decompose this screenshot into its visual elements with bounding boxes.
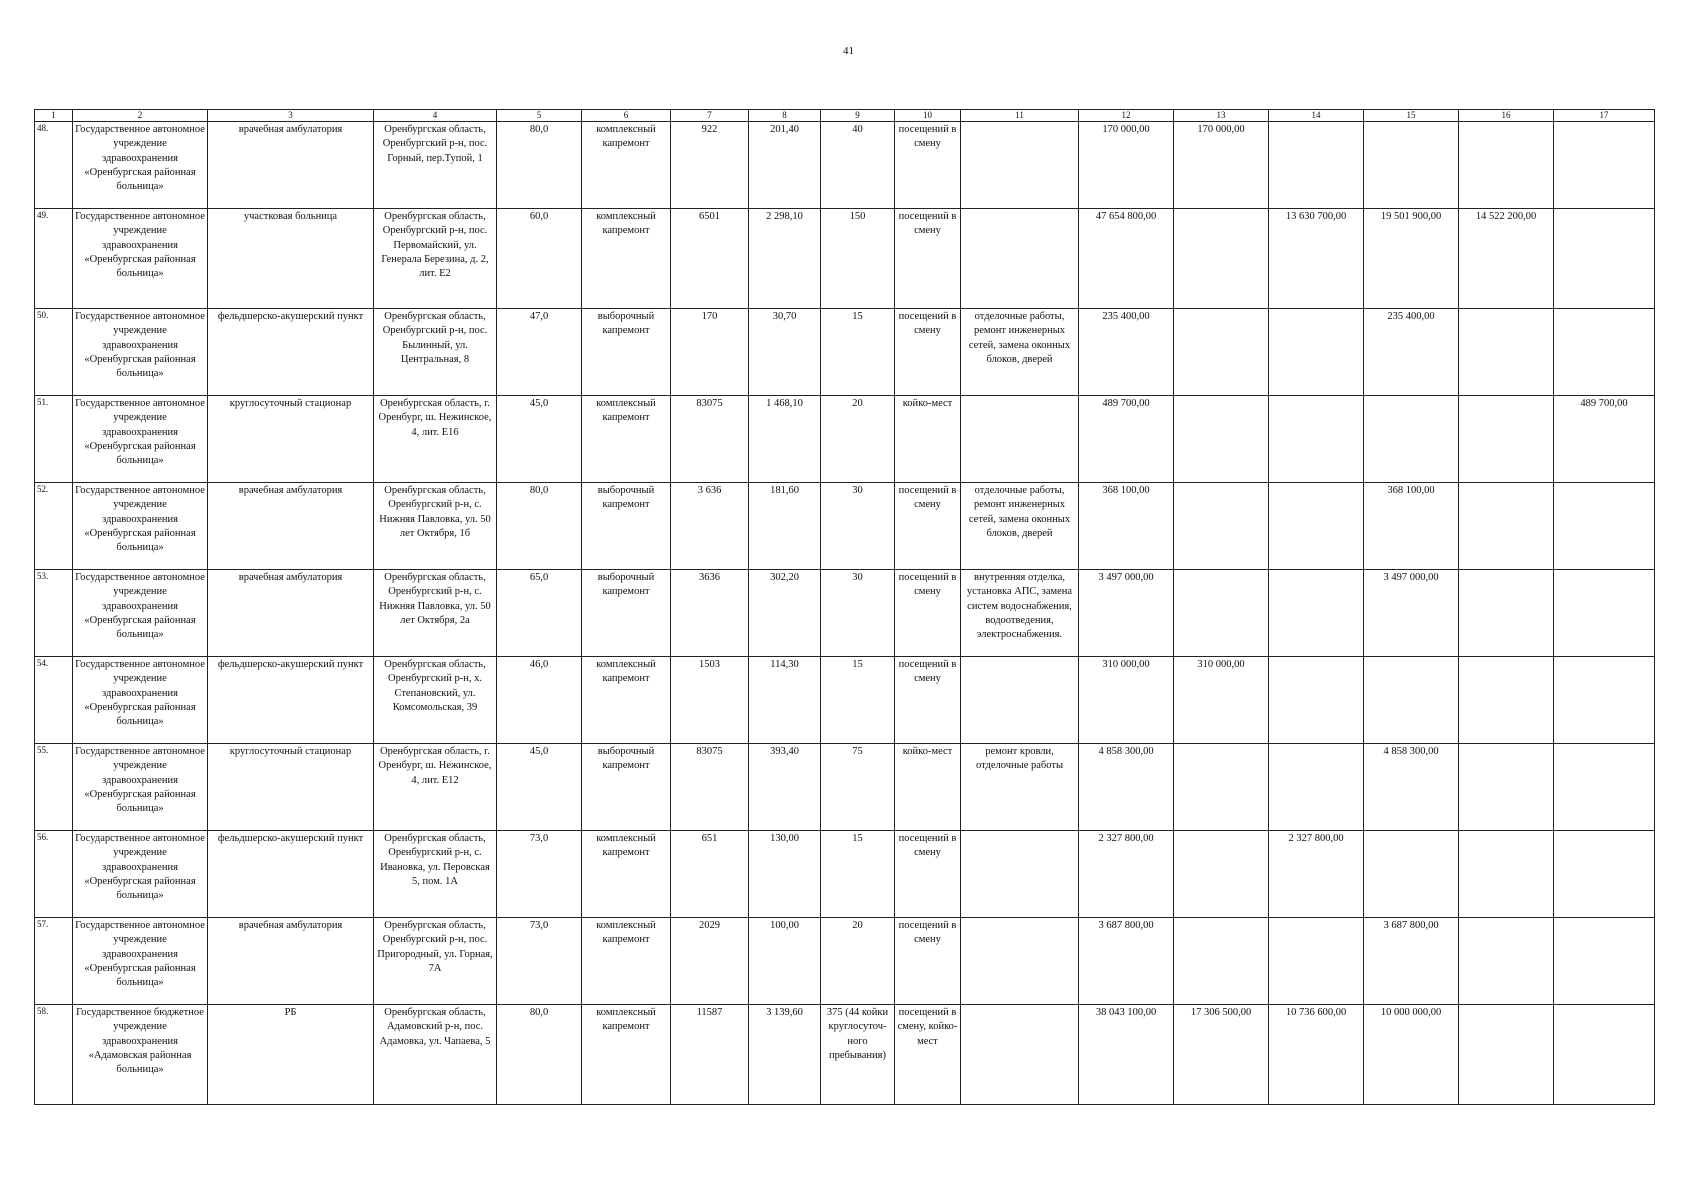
table-cell	[1174, 483, 1269, 570]
table-cell: комплексный капремонт	[582, 122, 671, 209]
table-cell: комплексный капремонт	[582, 918, 671, 1005]
table-cell	[1174, 918, 1269, 1005]
table-cell: РБ	[208, 1005, 374, 1105]
table-cell	[1269, 744, 1364, 831]
table-cell: 19 501 900,00	[1364, 209, 1459, 309]
row-number: 55.	[35, 744, 73, 831]
table-cell	[1554, 570, 1655, 657]
table-cell: посещений в смену	[895, 483, 961, 570]
table-cell: отделочные работы, ремонт инженерных сетей, замена оконных блоков, дверей	[961, 483, 1079, 570]
column-number: 12	[1079, 110, 1174, 122]
table-cell	[961, 657, 1079, 744]
table-cell: 20	[821, 918, 895, 1005]
table-cell: 15	[821, 657, 895, 744]
column-number: 4	[374, 110, 497, 122]
table-cell: выборочный капремонт	[582, 570, 671, 657]
table-cell: Оренбургская область, г. Оренбург, ш. Нежинское, 4, лит. Е16	[374, 396, 497, 483]
table-cell: 489 700,00	[1554, 396, 1655, 483]
table-row	[35, 570, 1655, 657]
table-cell: 302,20	[749, 570, 821, 657]
table-cell: Государственное автономное учреждение здравоохранения «Оренбургская районная больница»	[73, 122, 208, 209]
table-cell: 170 000,00	[1174, 122, 1269, 209]
table-cell: Оренбургская область, Оренбургский р-н, пос. Былинный, ул. Центральная, 8	[374, 309, 497, 396]
row-number: 53.	[35, 570, 73, 657]
table-cell: 10 736 600,00	[1269, 1005, 1364, 1105]
table-cell: 30	[821, 483, 895, 570]
table-cell: Государственное автономное учреждение здравоохранения «Оренбургская районная больница»	[73, 396, 208, 483]
table-cell: посещений в смену	[895, 209, 961, 309]
table-cell	[1459, 570, 1554, 657]
table-cell: Государственное автономное учреждение здравоохранения «Оренбургская районная больница»	[73, 570, 208, 657]
table-cell	[1364, 396, 1459, 483]
table-cell: 4 858 300,00	[1364, 744, 1459, 831]
column-number: 15	[1364, 110, 1459, 122]
table-row	[35, 483, 1655, 570]
table-cell: посещений в смену	[895, 657, 961, 744]
table-cell: Оренбургская область, Оренбургский р-н, с. Нижняя Павловка, ул. 50 лет Октября, 1б	[374, 483, 497, 570]
table-cell: выборочный капремонт	[582, 309, 671, 396]
table-cell: 47,0	[497, 309, 582, 396]
table-cell: 45,0	[497, 396, 582, 483]
table-cell: посещений в смену	[895, 122, 961, 209]
row-number: 48.	[35, 122, 73, 209]
table-cell	[1364, 831, 1459, 918]
table-cell	[1174, 744, 1269, 831]
table-cell: 651	[671, 831, 749, 918]
table-cell: Оренбургская область, Оренбургский р-н, пос. Первомайский, ул. Генерала Березина, д. 2, лит. Е2	[374, 209, 497, 309]
table-cell: 1503	[671, 657, 749, 744]
table-cell: койко-мест	[895, 744, 961, 831]
table-cell	[1459, 396, 1554, 483]
table-cell: 73,0	[497, 831, 582, 918]
table-cell: 235 400,00	[1364, 309, 1459, 396]
table-cell: Государственное автономное учреждение здравоохранения «Оренбургская районная больница»	[73, 744, 208, 831]
table-cell: Государственное автономное учреждение здравоохранения «Оренбургская районная больница»	[73, 918, 208, 1005]
table-cell	[1554, 209, 1655, 309]
table-cell	[961, 1005, 1079, 1105]
table-cell: 83075	[671, 396, 749, 483]
table-cell: 40	[821, 122, 895, 209]
table-row	[35, 209, 1655, 309]
table-cell	[1554, 122, 1655, 209]
table-cell	[1269, 122, 1364, 209]
table-cell: 2029	[671, 918, 749, 1005]
table-cell: 922	[671, 122, 749, 209]
table-cell: посещений в смену	[895, 309, 961, 396]
table-cell: 181,60	[749, 483, 821, 570]
table-cell	[1174, 570, 1269, 657]
table-cell: 2 327 800,00	[1079, 831, 1174, 918]
table-row	[35, 396, 1655, 483]
table-cell: 30	[821, 570, 895, 657]
table-cell	[1174, 831, 1269, 918]
table-cell: Оренбургская область, Оренбургский р-н, пос. Пригородный, ул. Горная, 7А	[374, 918, 497, 1005]
column-number: 16	[1459, 110, 1554, 122]
table-cell: Оренбургская область, Оренбургский р-н, с. Нижняя Павловка, ул. 50 лет Октября, 2а	[374, 570, 497, 657]
table-cell: 3 139,60	[749, 1005, 821, 1105]
table-cell	[1554, 483, 1655, 570]
table-cell	[1459, 831, 1554, 918]
table-cell: Оренбургская область, Оренбургский р-н, пос. Горный, пер.Тупой, 1	[374, 122, 497, 209]
table-cell: 310 000,00	[1174, 657, 1269, 744]
table-row	[35, 918, 1655, 1005]
table-cell: 201,40	[749, 122, 821, 209]
table-cell: выборочный капремонт	[582, 483, 671, 570]
table-cell: 15	[821, 831, 895, 918]
table-cell	[1364, 122, 1459, 209]
table-cell: 100,00	[749, 918, 821, 1005]
table-cell	[1459, 122, 1554, 209]
table-cell: 3 687 800,00	[1079, 918, 1174, 1005]
table-cell: 150	[821, 209, 895, 309]
table-cell	[1269, 657, 1364, 744]
table-cell: фельдшерско-акушерский пункт	[208, 831, 374, 918]
row-number: 52.	[35, 483, 73, 570]
column-number: 17	[1554, 110, 1655, 122]
column-number: 13	[1174, 110, 1269, 122]
table-cell: 235 400,00	[1079, 309, 1174, 396]
table-cell: 10 000 000,00	[1364, 1005, 1459, 1105]
column-number: 10	[895, 110, 961, 122]
row-number: 50.	[35, 309, 73, 396]
table-cell: врачебная амбулатория	[208, 122, 374, 209]
table-cell	[1459, 309, 1554, 396]
table-cell: фельдшерско-акушерский пункт	[208, 657, 374, 744]
table-cell: 46,0	[497, 657, 582, 744]
row-number: 54.	[35, 657, 73, 744]
table-cell: 15	[821, 309, 895, 396]
table-cell	[1554, 744, 1655, 831]
table-cell: койко-мест	[895, 396, 961, 483]
table-cell: Оренбургская область, Адамовский р-н, пос. Адамовка, ул. Чапаева, 5	[374, 1005, 497, 1105]
table-cell	[1174, 396, 1269, 483]
table-row	[35, 657, 1655, 744]
table-cell: 80,0	[497, 1005, 582, 1105]
table-cell: комплексный капремонт	[582, 1005, 671, 1105]
table-cell	[961, 831, 1079, 918]
column-number: 1	[35, 110, 73, 122]
row-number: 57.	[35, 918, 73, 1005]
table-cell	[1174, 309, 1269, 396]
table-cell: 3 687 800,00	[1364, 918, 1459, 1005]
table-cell: Государственное автономное учреждение здравоохранения «Оренбургская районная больница»	[73, 657, 208, 744]
table-cell	[961, 396, 1079, 483]
table-cell: посещений в смену	[895, 570, 961, 657]
table-cell: Оренбургская область, Оренбургский р-н, с. Ивановка, ул. Перовская 5, пом. 1А	[374, 831, 497, 918]
table-cell: посещений в смену	[895, 918, 961, 1005]
table-cell: 114,30	[749, 657, 821, 744]
row-number: 56.	[35, 831, 73, 918]
table-cell	[961, 122, 1079, 209]
table-cell: посещений в смену	[895, 831, 961, 918]
table-cell: комплексный капремонт	[582, 657, 671, 744]
table-cell: 75	[821, 744, 895, 831]
table-cell: выборочный капремонт	[582, 744, 671, 831]
table-cell: Государственное автономное учреждение здравоохранения «Оренбургская районная больница»	[73, 483, 208, 570]
column-number-row	[35, 110, 1655, 122]
table-cell: Оренбургская область, Оренбургский р-н, х. Степановский, ул. Комсомольская, 39	[374, 657, 497, 744]
table-cell: 11587	[671, 1005, 749, 1105]
table-cell: 20	[821, 396, 895, 483]
table-cell	[1554, 918, 1655, 1005]
page-number: 41	[843, 45, 854, 57]
table-cell	[1459, 744, 1554, 831]
table-cell	[1459, 918, 1554, 1005]
table-cell: участковая больница	[208, 209, 374, 309]
table-cell: 14 522 200,00	[1459, 209, 1554, 309]
table-cell: 2 327 800,00	[1269, 831, 1364, 918]
table-cell: 310 000,00	[1079, 657, 1174, 744]
table-cell: 1 468,10	[749, 396, 821, 483]
row-number: 51.	[35, 396, 73, 483]
table-row	[35, 1005, 1655, 1105]
table-cell: 170 000,00	[1079, 122, 1174, 209]
column-number: 2	[73, 110, 208, 122]
table-cell	[1269, 918, 1364, 1005]
table-cell	[1269, 396, 1364, 483]
table-cell: Государственное автономное учреждение здравоохранения «Оренбургская районная больница»	[73, 309, 208, 396]
table-cell: 3 497 000,00	[1079, 570, 1174, 657]
table-cell: отделочные работы, ремонт инженерных сетей, замена оконных блоков, дверей	[961, 309, 1079, 396]
table-cell: 3 497 000,00	[1364, 570, 1459, 657]
table-cell: 368 100,00	[1364, 483, 1459, 570]
table-cell: 393,40	[749, 744, 821, 831]
table-cell	[1459, 483, 1554, 570]
table-cell	[1554, 831, 1655, 918]
capital-repair-table	[34, 109, 1655, 1105]
table-cell: 73,0	[497, 918, 582, 1005]
table-cell: круглосуточный стационар	[208, 396, 374, 483]
table-cell: 80,0	[497, 122, 582, 209]
table-cell	[1554, 309, 1655, 396]
table-cell: комплексный капремонт	[582, 209, 671, 309]
column-number: 5	[497, 110, 582, 122]
table-cell: 375 (44 койки круглосуточ-ного пребывания)	[821, 1005, 895, 1105]
table-cell	[961, 918, 1079, 1005]
table-cell: 6501	[671, 209, 749, 309]
table-cell: внутренняя отделка, установка АПС, замена систем водоснабжения, водоотведения, электроснабжения.	[961, 570, 1079, 657]
table-row	[35, 831, 1655, 918]
table-cell: комплексный капремонт	[582, 831, 671, 918]
column-number: 11	[961, 110, 1079, 122]
table-cell: 4 858 300,00	[1079, 744, 1174, 831]
table-cell: врачебная амбулатория	[208, 918, 374, 1005]
table-cell: 130,00	[749, 831, 821, 918]
table-row	[35, 744, 1655, 831]
table-cell: 47 654 800,00	[1079, 209, 1174, 309]
table-cell	[1269, 483, 1364, 570]
row-number: 49.	[35, 209, 73, 309]
table-cell: 3 636	[671, 483, 749, 570]
column-number: 9	[821, 110, 895, 122]
table-cell: круглосуточный стационар	[208, 744, 374, 831]
table-cell: комплексный капремонт	[582, 396, 671, 483]
table-cell: 83075	[671, 744, 749, 831]
column-number: 14	[1269, 110, 1364, 122]
table-cell	[961, 209, 1079, 309]
column-number: 7	[671, 110, 749, 122]
table-cell: 38 043 100,00	[1079, 1005, 1174, 1105]
column-number: 8	[749, 110, 821, 122]
table-cell: 170	[671, 309, 749, 396]
table-cell: врачебная амбулатория	[208, 570, 374, 657]
table-cell	[1174, 209, 1269, 309]
table-cell: посещений в смену, койко-мест	[895, 1005, 961, 1105]
table-row	[35, 309, 1655, 396]
table-cell: 45,0	[497, 744, 582, 831]
table-cell: 65,0	[497, 570, 582, 657]
table-row	[35, 122, 1655, 209]
table-cell: Оренбургская область, г. Оренбург, ш. Нежинское, 4, лит. Е12	[374, 744, 497, 831]
table-cell: ремонт кровли, отделочные работы	[961, 744, 1079, 831]
table-cell	[1459, 1005, 1554, 1105]
table-cell: 2 298,10	[749, 209, 821, 309]
table-cell: 17 306 500,00	[1174, 1005, 1269, 1105]
table-cell: 30,70	[749, 309, 821, 396]
table-cell	[1364, 657, 1459, 744]
table-cell	[1554, 657, 1655, 744]
column-number: 3	[208, 110, 374, 122]
table-cell: 368 100,00	[1079, 483, 1174, 570]
table-cell: 3636	[671, 570, 749, 657]
table-cell	[1459, 657, 1554, 744]
column-number: 6	[582, 110, 671, 122]
table-cell: фельдшерско-акушерский пункт	[208, 309, 374, 396]
table-cell: Государственное бюджетное учреждение здравоохранения «Адамовская районная больница»	[73, 1005, 208, 1105]
table-cell: 489 700,00	[1079, 396, 1174, 483]
table-cell: Государственное автономное учреждение здравоохранения «Оренбургская районная больница»	[73, 209, 208, 309]
table-cell: 60,0	[497, 209, 582, 309]
row-number: 58.	[35, 1005, 73, 1105]
table-cell	[1269, 570, 1364, 657]
table-cell: врачебная амбулатория	[208, 483, 374, 570]
table-cell	[1554, 1005, 1655, 1105]
table-cell: 13 630 700,00	[1269, 209, 1364, 309]
table-cell: Государственное автономное учреждение здравоохранения «Оренбургская районная больница»	[73, 831, 208, 918]
table-cell	[1269, 309, 1364, 396]
table-cell: 80,0	[497, 483, 582, 570]
